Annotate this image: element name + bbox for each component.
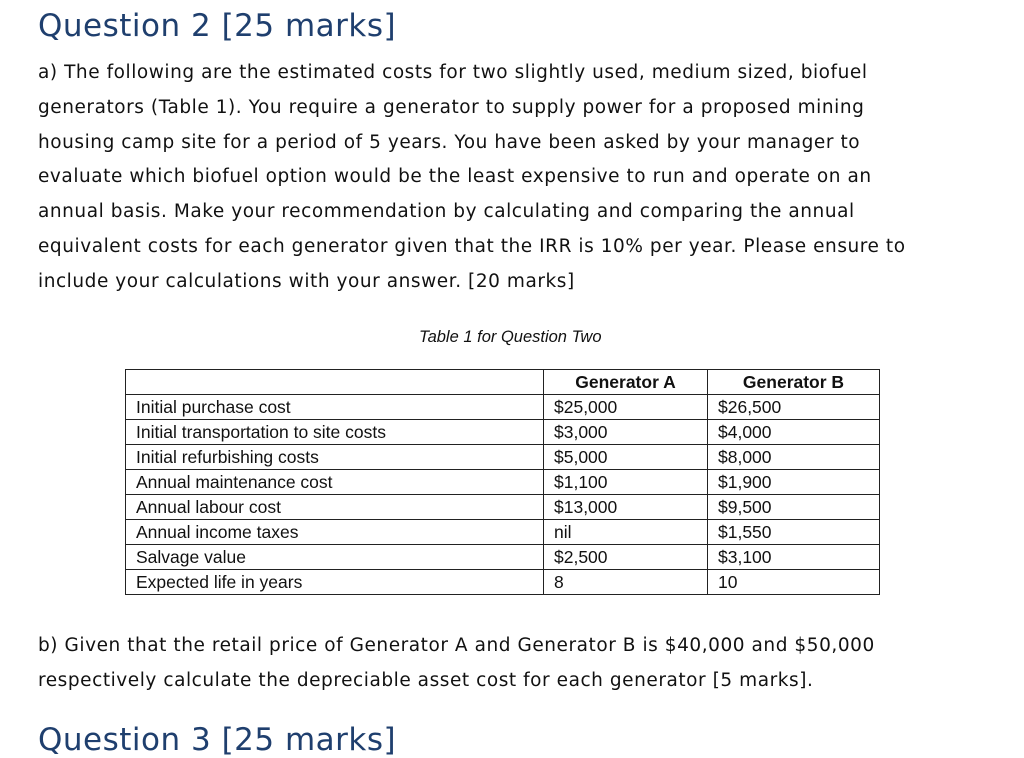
part-a-line: housing camp site for a period of 5 years. You have been asked by your manager to <box>38 131 861 153</box>
generator-b-value: $8,000 <box>708 445 880 470</box>
generator-a-value: $5,000 <box>544 445 708 470</box>
generator-b-value: $26,500 <box>708 395 880 420</box>
row-label: Annual labour cost <box>126 495 544 520</box>
row-label: Salvage value <box>126 545 544 570</box>
row-label: Expected life in years <box>126 570 544 595</box>
table-row <box>126 520 880 545</box>
row-label: Initial purchase cost <box>126 395 544 420</box>
question-2-title: Question 2 [25 marks] <box>38 8 397 44</box>
part-a-line: a) The following are the estimated costs for two slightly used, medium sized, biofuel <box>38 62 868 83</box>
header-label-cell <box>126 370 544 395</box>
generator-a-value: $25,000 <box>544 395 708 420</box>
part-b-line: respectively calculate the depreciable asset cost for each generator [5 marks]. <box>38 669 814 691</box>
part-a-line: equivalent costs for each generator given that the IRR is 10% per year. Please ensure to <box>38 235 906 257</box>
generator-b-value: $1,900 <box>708 470 880 495</box>
generator-b-value: $3,100 <box>708 545 880 570</box>
generator-b-value: $1,550 <box>708 520 880 545</box>
row-label: Initial refurbishing costs <box>126 445 544 470</box>
table-row <box>126 495 880 520</box>
table-row <box>126 545 880 570</box>
generator-b-value: 10 <box>708 570 880 595</box>
generator-a-value: $3,000 <box>544 420 708 445</box>
header-generator-a: Generator A <box>544 370 708 395</box>
part-a-line: evaluate which biofuel option would be the least expensive to run and operate on an <box>38 166 872 188</box>
table-row <box>126 420 880 445</box>
row-label: Annual maintenance cost <box>126 470 544 495</box>
cost-table <box>125 369 880 595</box>
generator-b-value: $4,000 <box>708 420 880 445</box>
table-header-row <box>126 370 880 395</box>
header-generator-b: Generator B <box>708 370 880 395</box>
generator-a-value: 8 <box>544 570 708 595</box>
generator-b-value: $9,500 <box>708 495 880 520</box>
generator-a-value: nil <box>544 520 708 545</box>
part-a-line: annual basis. Make your recommendation by calculating and comparing the annual <box>38 201 855 223</box>
part-a-line: include your calculations with your answer. [20 marks] <box>38 270 575 292</box>
part-a-text <box>38 56 1023 300</box>
generator-a-value: $13,000 <box>544 495 708 520</box>
row-label: Annual income taxes <box>126 520 544 545</box>
generator-a-value: $2,500 <box>544 545 708 570</box>
part-b-text <box>38 629 1023 699</box>
table-row <box>126 470 880 495</box>
question-3-title: Question 3 [25 marks] <box>38 722 397 758</box>
table-row <box>126 445 880 470</box>
row-label: Initial transportation to site costs <box>126 420 544 445</box>
table-row <box>126 395 880 420</box>
part-b-line: b) Given that the retail price of Generator A and Generator B is $40,000 and $50,000 <box>38 635 875 656</box>
part-a-line: generators (Table 1). You require a generator to supply power for a proposed mining <box>38 96 865 118</box>
table-caption: Table 1 for Question Two <box>419 328 602 346</box>
table-row <box>126 570 880 595</box>
generator-a-value: $1,100 <box>544 470 708 495</box>
